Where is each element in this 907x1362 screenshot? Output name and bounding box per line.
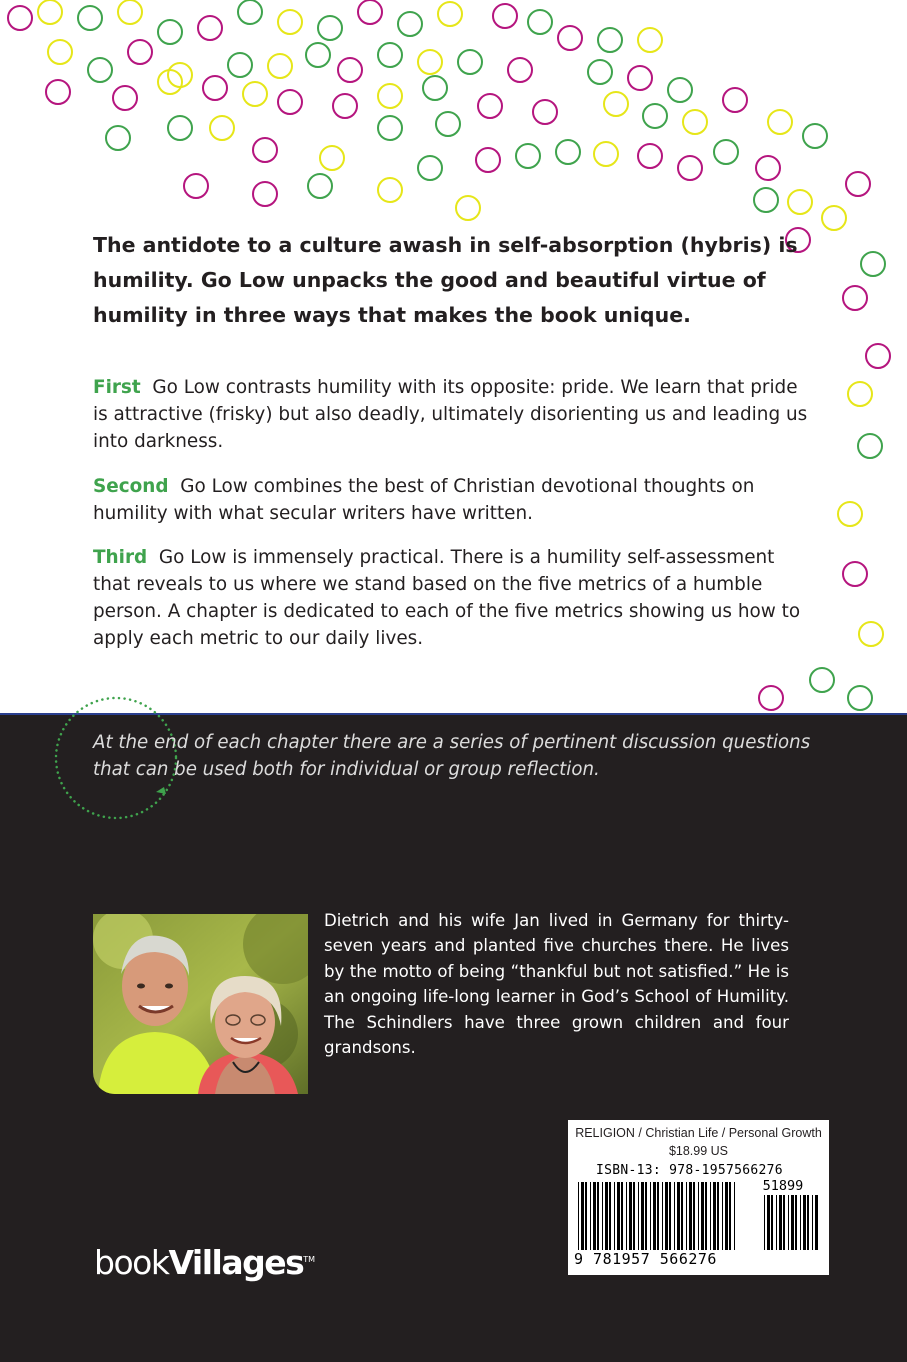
decorative-circle: [493, 4, 517, 28]
book-price: $18.99 US: [668, 1144, 729, 1158]
decorative-circle: [859, 622, 883, 646]
barcode-bar: [641, 1182, 644, 1250]
decorative-circle: [210, 116, 234, 140]
barcode-bar: [783, 1195, 785, 1250]
barcode-label: [568, 1120, 829, 1275]
decorative-circle: [38, 0, 62, 24]
decorative-circle: [714, 140, 738, 164]
decorative-circle: [668, 78, 692, 102]
decorative-circle: [759, 686, 783, 710]
decorative-circle: [106, 126, 130, 150]
barcode-bar: [645, 1182, 647, 1250]
barcode-bar: [717, 1182, 719, 1250]
barcode-bar: [605, 1182, 608, 1250]
decorative-circle: [113, 86, 137, 110]
barcode-bar: [621, 1182, 623, 1250]
intro-text: The antidote to a culture awash in self-absorption (hybris) is humility. Go Low unpacks the good and beautiful virtue of humility in three ways that makes the book unique.: [93, 233, 798, 327]
decorative-circle: [333, 94, 357, 118]
barcode-bar: [626, 1182, 627, 1250]
barcode-bar: [795, 1195, 797, 1250]
barcode-bar: [650, 1182, 651, 1250]
decorative-circle: [238, 0, 262, 24]
barcode-bar: [633, 1182, 635, 1250]
decorative-circle: [168, 116, 192, 140]
decorative-circle: [436, 112, 460, 136]
barcode-bar: [677, 1182, 680, 1250]
decorative-circle: [338, 58, 362, 82]
ean-barcode: [578, 1182, 738, 1250]
decorative-circle: [228, 53, 252, 77]
decorative-circle: [588, 60, 612, 84]
decorative-circle: [528, 10, 552, 34]
decorative-circle: [203, 76, 227, 100]
decorative-circle: [78, 6, 102, 30]
decorative-circle: [378, 43, 402, 67]
barcode-bar: [812, 1195, 813, 1250]
barcode-bar: [629, 1182, 632, 1250]
decorative-circle: [398, 12, 422, 36]
decorative-circle: [358, 0, 382, 24]
barcode-bar: [602, 1182, 603, 1250]
decorative-circle: [478, 94, 502, 118]
barcode-bar: [698, 1182, 699, 1250]
discussion-questions-note: At the end of each chapter there are a series of pertinent discussion questions that can be used both for individual or group reflection.: [93, 732, 811, 780]
point-first-text: Go Low contrasts humility with its opposite: pride. We learn that pride is attractive (frisky) but also deadly, ultimately disorienting us and leading us into darkness.: [93, 377, 808, 452]
decorative-circle: [456, 196, 480, 220]
barcode-bar: [776, 1195, 777, 1250]
barcode-bar: [590, 1182, 591, 1250]
decorative-circle: [378, 84, 402, 108]
decorative-circle: [46, 80, 70, 104]
decorative-circle: [768, 110, 792, 134]
decorative-circle: [8, 6, 32, 30]
logo-trademark: TM: [303, 1255, 316, 1264]
barcode-bar: [800, 1195, 801, 1250]
decorative-circle: [638, 144, 662, 168]
barcode-bar: [674, 1182, 675, 1250]
decorative-circle: [378, 116, 402, 140]
barcode-bar: [705, 1182, 707, 1250]
decorative-circle: [48, 40, 72, 64]
decorative-circle: [320, 146, 344, 170]
decorative-circle: [822, 206, 846, 230]
barcode-bar: [725, 1182, 728, 1250]
barcode-bar: [729, 1182, 731, 1250]
point-third-text: Go Low is immensely practical. There is a humility self-assessment that reveals to us where we stand based on the five metrics of a humble person. A chapter is dedicated to each of the five metrics showing us how to apply each metric to our daily lives.: [93, 547, 801, 649]
price-addon-number: 51899: [762, 1178, 804, 1194]
decorative-circle: [846, 172, 870, 196]
decorative-circle: [318, 16, 342, 40]
decorative-circle: [638, 28, 662, 52]
barcode-bar: [779, 1195, 782, 1250]
decorative-circle: [598, 28, 622, 52]
decorative-circle: [253, 182, 277, 206]
point-second-text: Go Low combines the best of Christian devotional thoughts on humility with what secular writers have written.: [93, 476, 755, 524]
logo-book: book: [94, 1243, 169, 1282]
decorative-circle: [378, 178, 402, 202]
barcode-bar: [734, 1182, 735, 1250]
decorative-circle: [604, 92, 628, 116]
author-photo: [93, 914, 308, 1094]
decorative-circle: [678, 156, 702, 180]
barcode-bar: [791, 1195, 794, 1250]
barcode-bar: [593, 1182, 596, 1250]
decorative-circle: [533, 100, 557, 124]
decorative-circle: [278, 10, 302, 34]
point-first-lead: First: [93, 377, 141, 398]
barcode-bar: [693, 1182, 695, 1250]
point-first: [93, 374, 813, 455]
decorative-circle: [418, 156, 442, 180]
barcode-bar: [578, 1182, 579, 1250]
decorative-circle: [810, 668, 834, 692]
barcode-bar: [767, 1195, 770, 1250]
barcode-bar: [665, 1182, 668, 1250]
decorative-circle: [306, 43, 330, 67]
barcode-bar: [617, 1182, 620, 1250]
decorative-circle: [556, 140, 580, 164]
barcode-bar: [581, 1182, 584, 1250]
decorative-circle: [723, 88, 747, 112]
point-third: [93, 544, 813, 652]
decorative-circle: [788, 190, 812, 214]
decorative-circle: [866, 344, 890, 368]
barcode-bar: [638, 1182, 639, 1250]
decorative-circle: [243, 82, 267, 106]
barcode-bar: [597, 1182, 599, 1250]
decorative-circle: [594, 142, 618, 166]
barcode-bar: [653, 1182, 656, 1250]
point-second-lead: Second: [93, 476, 169, 497]
barcode-digits: 9 781957 566276: [574, 1250, 717, 1268]
decorative-circle: [754, 188, 778, 212]
barcode-bar: [710, 1182, 711, 1250]
decorative-circle: [423, 76, 447, 100]
barcode-bar: [713, 1182, 716, 1250]
barcode-bar: [662, 1182, 663, 1250]
decorative-circle: [128, 40, 152, 64]
barcode-bar: [803, 1195, 806, 1250]
decorative-circle: [508, 58, 532, 82]
publisher-logo: [94, 1240, 315, 1283]
decorative-circle: [158, 20, 182, 44]
barcode-bar: [681, 1182, 683, 1250]
decorative-circle: [516, 144, 540, 168]
decorative-circle: [253, 138, 277, 162]
logo-villages: Villages: [168, 1243, 304, 1282]
decorative-circle: [198, 16, 222, 40]
decorative-circle: [843, 286, 867, 310]
decorative-circle: [438, 2, 462, 26]
decorative-circle: [843, 562, 867, 586]
decorative-circle: [88, 58, 112, 82]
barcode-bar: [614, 1182, 615, 1250]
decorative-circle: [628, 66, 652, 90]
barcode-bar: [807, 1195, 809, 1250]
barcode-bar: [686, 1182, 687, 1250]
decorative-circle: [418, 50, 442, 74]
barcode-bar: [815, 1195, 818, 1250]
decorative-circle: [278, 90, 302, 114]
decorative-circle: [803, 124, 827, 148]
decorative-circle: [643, 104, 667, 128]
barcode-bar: [764, 1195, 765, 1250]
barcode-bar: [689, 1182, 692, 1250]
decorative-circle: [848, 382, 872, 406]
decorative-circle: [858, 434, 882, 458]
barcode-bar: [771, 1195, 773, 1250]
barcode-bar: [701, 1182, 704, 1250]
decorative-circle: [861, 252, 885, 276]
author-bio: Dietrich and his wife Jan lived in Germany for thirty-seven years and planted five churches there. He lives by the motto of being “thankful but not satisfied.” He is an ongoing life-long learner in God’s School of Humility. The Schindlers have three grown children and four grandsons.: [324, 911, 789, 1058]
barcode-bar: [609, 1182, 611, 1250]
addon-barcode: [764, 1195, 819, 1250]
barcode-bar: [788, 1195, 789, 1250]
barcode-bar: [722, 1182, 723, 1250]
decorative-circle: [756, 156, 780, 180]
decorative-circle: [476, 148, 500, 172]
barcode-bar: [657, 1182, 659, 1250]
decorative-circle: [848, 686, 872, 710]
barcode-bar: [585, 1182, 587, 1250]
decorative-circle: [268, 54, 292, 78]
decorative-circle: [184, 174, 208, 198]
point-second: [93, 473, 813, 527]
book-category: RELIGION / Christian Life / Personal Growth: [575, 1126, 822, 1140]
decorative-circle: [558, 26, 582, 50]
decorative-circle: [683, 110, 707, 134]
decorative-circle: [458, 50, 482, 74]
decorative-circle: [118, 0, 142, 24]
point-third-lead: Third: [93, 547, 148, 568]
decorative-circle: [308, 174, 332, 198]
barcode-bar: [669, 1182, 671, 1250]
isbn-label: ISBN-13: 978-1957566276: [596, 1163, 783, 1178]
decorative-circle: [838, 502, 862, 526]
